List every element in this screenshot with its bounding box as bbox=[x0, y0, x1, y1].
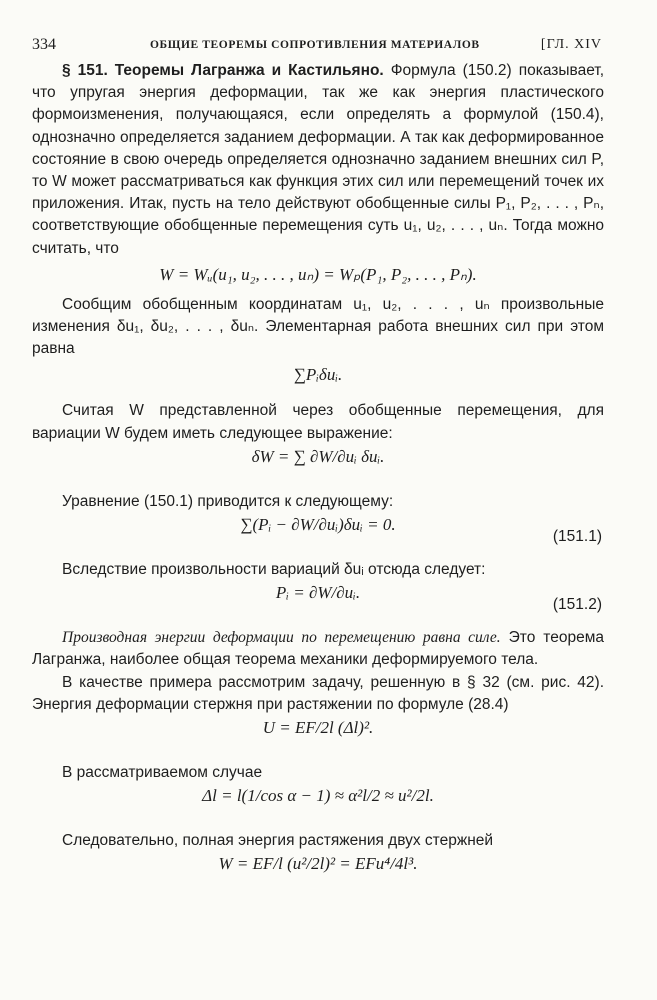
equation-151-1-number: (151.1) bbox=[552, 528, 602, 546]
paragraph-5: Вследствие произвольности вариаций δuᵢ отсюда следует: bbox=[62, 561, 486, 579]
paragraph-6 bbox=[32, 627, 604, 671]
paragraph-9: Следовательно, полная энергия растяжения двух стержней bbox=[62, 832, 494, 850]
page-header bbox=[32, 36, 604, 60]
chapter-label: [ГЛ. XIV bbox=[540, 37, 602, 52]
paragraph-7: В качестве примера рассмотрим задачу, решенную в § 32 (см. рис. 42). Энергия деформации стержня при растяжении по формуле (28.4) bbox=[32, 673, 604, 713]
equation-w bbox=[32, 260, 604, 294]
paragraph-6-text: Это теорема Лагранжа, наиболее общая теорема механики деформируемого тела. bbox=[32, 629, 604, 669]
equation-151-1-text: ∑(Pᵢ − ∂W/∂uᵢ)δuᵢ = 0. bbox=[240, 515, 396, 535]
equation-151-2-text: Pᵢ = ∂W/∂uᵢ. bbox=[275, 583, 361, 603]
page-number: 334 bbox=[32, 36, 56, 53]
equation-work-text: ∑Pᵢδuᵢ. bbox=[293, 365, 343, 385]
equation-u-text: U = EF/2l (Δl)². bbox=[262, 718, 374, 738]
running-title: ОБЩИЕ ТЕОРЕМЫ СОПРОТИВЛЕНИЯ МАТЕРИАЛОВ bbox=[150, 39, 480, 51]
equation-w-final bbox=[32, 852, 604, 898]
equation-151-2-number: (151.2) bbox=[552, 596, 602, 614]
equation-151-2 bbox=[32, 581, 604, 627]
equation-delta-l-text: Δl = l(1/cos α − 1) ≈ α²l/2 ≈ u²/2l. bbox=[202, 786, 434, 806]
paragraph-3: Считая W представленной через обобщенные перемещения, для вариации W будем иметь следующее выражение: bbox=[32, 402, 604, 442]
equation-u bbox=[32, 716, 604, 762]
paragraph-4: Уравнение (150.1) приводится к следующему: bbox=[62, 492, 394, 510]
equation-variation-text: δW = ∑ ∂W/∂uᵢ δuᵢ. bbox=[251, 446, 385, 466]
equation-w-final-text: W = EF/l (u²/2l)² = EFu⁴/4l³. bbox=[218, 854, 418, 874]
book-page bbox=[32, 36, 604, 898]
paragraph-1 bbox=[32, 60, 604, 260]
section-title: § 151. Теоремы Лагранжа и Кастильяно. bbox=[62, 62, 384, 79]
lagrange-theorem-statement: Производная энергии деформации по перемещению равна силе. bbox=[62, 629, 501, 647]
equation-delta-l bbox=[32, 784, 604, 830]
equation-work bbox=[32, 360, 604, 394]
equation-151-1 bbox=[32, 513, 604, 559]
paragraph-8: В рассматриваемом случае bbox=[62, 764, 263, 782]
equation-variation bbox=[32, 445, 604, 491]
paragraph-1-text: Формула (150.2) показывает, что упругая энергия деформации, так же как энергия пластического формоизменения, получающаяся, если определять a формулой (150.4), однозначно определяется заданием деформации. А так как деформированное состояние в свою очередь определяется однозначно заданием внешних сил P, то W может рассматриваться как функция этих сил или перемещений точек их приложения. Итак, пусть на тело действуют обобщенные силы P₁, P₂, . . . , Pₙ, соответствующие обобщенные перемещения суть u₁, u₂, . . . , uₙ. Тогда можно считать, что bbox=[32, 62, 604, 257]
equation-w-text: W = Wᵤ(u₁, u₂, . . . , uₙ) = Wₚ(P₁, P₂, . . . , Pₙ). bbox=[159, 264, 477, 284]
paragraph-2: Сообщим обобщенным координатам u₁, u₂, . . . , uₙ произвольные изменения δu₁, δu₂, . . . , δuₙ. Элементарная работа внешних сил при этом равна bbox=[32, 295, 604, 358]
